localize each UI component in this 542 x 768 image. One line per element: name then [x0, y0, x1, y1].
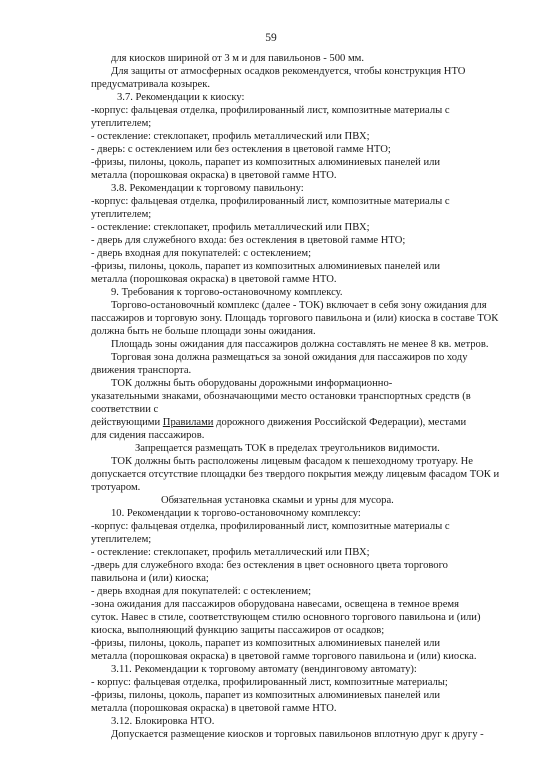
text-line: действующими Правилами дорожного движения Российской Федерации), местами	[91, 417, 467, 428]
text-line: утеплителем;	[91, 118, 152, 129]
text-line: -фризы, пилоны, цоколь, парапет из композитных алюминиевых панелей или	[91, 261, 441, 272]
text-line: соответствии с	[91, 404, 159, 415]
text-line: для киосков шириной от 3 м и для павильонов - 500 мм.	[111, 53, 365, 64]
text-line: - остекление: стеклопакет, профиль металлический или ПВХ;	[91, 131, 370, 142]
text-line: - дверь для служебного входа: без остекления в цветовой гамме НТО;	[91, 235, 406, 246]
text-line: 10. Рекомендации к торгово-остановочному комплексу:	[111, 508, 361, 519]
text-line: утеплителем;	[91, 534, 152, 545]
text-line: павильона и (или) киоска;	[91, 573, 209, 584]
text-line: металла (порошковая окраска) в цветовой гамме НТО.	[91, 170, 337, 181]
text-line: Для защиты от атмосферных осадков рекомендуется, чтобы конструкция НТО	[111, 66, 466, 77]
text-line: Запрещается размещать ТОК в пределах треугольников видимости.	[135, 443, 440, 454]
text-line: 3.7. Рекомендации к киоску:	[117, 92, 245, 103]
text-line: должна быть не больше площади зоны ожидания.	[91, 326, 316, 337]
text-line: утеплителем;	[91, 209, 152, 220]
text-line: - дверь входная для покупателей: с остеклением;	[91, 586, 312, 597]
text-line: предусматривала козырек.	[91, 79, 210, 90]
text-line: -фризы, пилоны, цоколь, парапет из композитных алюминиевых панелей или	[91, 638, 441, 649]
text-line: - остекление: стеклопакет, профиль металлический или ПВХ;	[91, 222, 370, 233]
text-line: -фризы, пилоны, цоколь, парапет из композитных алюминиевых панелей или	[91, 157, 441, 168]
text-line: Торгово-остановочный комплекс (далее - ТОК) включает в себя зону ожидания для	[111, 300, 487, 311]
text-line: Торговая зона должна размещаться за зоной ожидания для пассажиров по ходу	[111, 352, 468, 363]
text-line: 9. Требования к торгово-остановочному комплексу.	[111, 287, 343, 298]
text-line: 3.12. Блокировка НТО.	[111, 716, 215, 727]
text-line: 3.11. Рекомендации к торговому автомату (вендинговому автомату):	[111, 664, 417, 675]
rules-link[interactable]: Правилами	[162, 417, 214, 428]
text-line: указательными знаками, обозначающими место остановки транспортных средств (в	[91, 391, 471, 402]
text-line: допускается отсутствие площадки без твердого покрытия между лицевым фасадом ТОК и	[91, 469, 500, 480]
text-line: - остекление: стеклопакет, профиль металлический или ПВХ;	[91, 547, 370, 558]
text-line: Площадь зоны ожидания для пассажиров должна составлять не менее 8 кв. метров.	[111, 339, 489, 350]
text-line: металла (порошковая окраска) в цветовой гамме НТО.	[91, 274, 337, 285]
text-line: металла (порошковая окраска) в цветовой гамме торгового павильона и (или) киоска.	[91, 651, 477, 662]
text-line: для сидения пассажиров.	[91, 430, 205, 441]
text-line: -дверь для служебного входа: без остекления в цвет основного цвета торгового	[91, 560, 448, 571]
document-body	[91, 52, 503, 741]
text-line: Допускается размещение киосков и торговых павильонов вплотную друг к другу -	[111, 729, 484, 740]
text-line: движения транспорта.	[91, 365, 192, 376]
text-line: - дверь входная для покупателей: с остеклением;	[91, 248, 312, 259]
text-line: - корпус: фальцевая отделка, профилированный лист, композитные материалы;	[91, 677, 448, 688]
text-line: 3.8. Рекомендации к торговому павильону:	[111, 183, 304, 194]
text-line: пассажиров и торговую зону. Площадь торгового павильона и (или) киоска в составе ТОК	[91, 313, 499, 324]
text-line: -корпус: фальцевая отделка, профилированный лист, композитные материалы с	[91, 196, 450, 207]
text-line: - дверь: с остеклением или без остекления в цветовой гамме НТО;	[91, 144, 391, 155]
text-line: киоска, выполняющий функцию защиты пассажиров от осадков;	[91, 625, 385, 636]
page-number: 59	[265, 32, 277, 44]
text-line: -корпус: фальцевая отделка, профилированный лист, композитные материалы с	[91, 105, 450, 116]
text-line: металла (порошковая окраска) в цветовой гамме НТО.	[91, 703, 337, 714]
text-line: -корпус: фальцевая отделка, профилированный лист, композитные материалы с	[91, 521, 450, 532]
text-line: суток. Навес в стиле, соответствующем стилю основного торгового павильона и (или)	[91, 612, 481, 623]
text-line: ТОК должны быть расположены лицевым фасадом к пешеходному тротуару. Не	[111, 456, 473, 467]
text-line: тротуаром.	[91, 482, 141, 493]
text-line: -зона ожидания для пассажиров оборудована навесами, освещена в темное время	[91, 599, 459, 610]
text-line: -фризы, пилоны, цоколь, парапет из композитных алюминиевых панелей или	[91, 690, 441, 701]
text-line: ТОК должны быть оборудованы дорожными информационно-	[111, 378, 393, 389]
text-line: Обязательная установка скамьи и урны для мусора.	[161, 495, 394, 506]
